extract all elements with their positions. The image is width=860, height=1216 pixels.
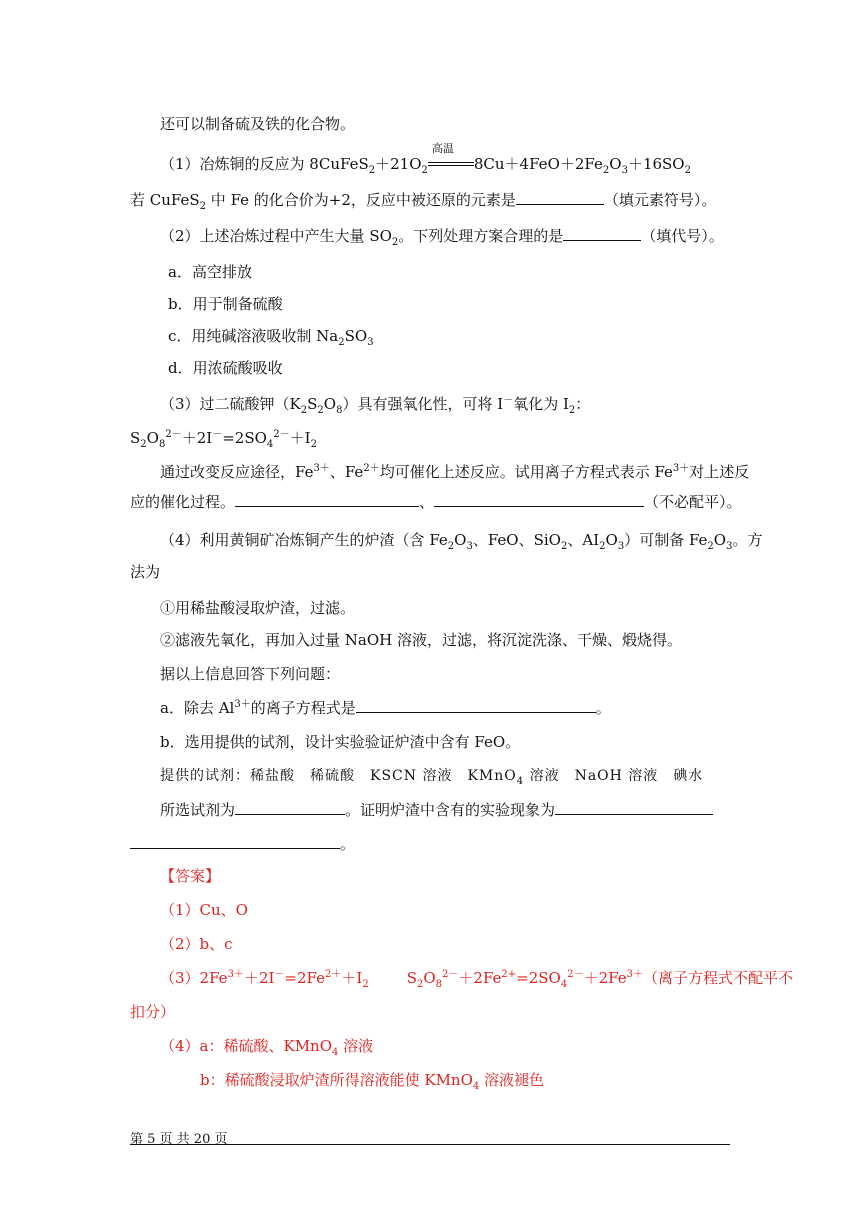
page-footer: 第 5 页 共 20 页	[130, 1132, 228, 1147]
answer-3: $(3)2Fe^{3+}+2I^-=2Fe^{2+}+I_2$ $S_2O_8^{2-}+2Fe^{2+}=2SO_4^{2-}+2Fe^{3+}$（离子方程式不配平不	[160, 969, 794, 990]
intro-line: 还可以制备硫及铁的化合物。	[160, 115, 356, 133]
q4-part-a: a．除去 $Al^{3+}$的离子方程式是 。	[160, 699, 611, 717]
q4-intro-cont: 法为	[130, 563, 161, 581]
answer-blank[interactable]	[235, 492, 419, 507]
q1-reaction: （1）冶炼铜的反应为 $8CuFeS_2+21O_2$ 高温 $8Cu+4FeO+2Fe_2O_3+16SO_2$	[160, 142, 691, 176]
answer-blank[interactable]	[563, 226, 641, 241]
option-c: c．用纯碱溶液吸收制 $Na_2SO_3$	[168, 327, 374, 348]
q2-question: （2）上述冶炼过程中产生大量 $SO_2$。下列处理方案合理的是 （填代号）。	[160, 227, 724, 248]
answer-heading: 【答案】	[160, 867, 221, 885]
option-d: d．用浓硫酸吸收	[168, 359, 283, 377]
answer-2: （2）b、c	[160, 935, 233, 953]
answer-blank[interactable]	[555, 800, 713, 815]
step-1: ①用稀盐酸浸取炉渣，过滤。	[160, 599, 356, 617]
footer-divider	[130, 1144, 730, 1145]
answer-1: （1）Cu、O	[160, 901, 248, 919]
reagent-list: 提供的试剂：稀盐酸 稀硫酸 KSCN 溶液 KMnO$_4$ 溶液 NaOH 溶液 碘水	[160, 768, 704, 787]
reaction-condition: 高温	[428, 154, 474, 174]
answer-blank[interactable]	[434, 492, 644, 507]
option-a: a．高空排放	[168, 263, 252, 281]
answer-blank[interactable]	[356, 698, 596, 713]
answer-blank[interactable]	[130, 834, 340, 849]
q3-catalysis-blanks: 应的催化过程。 、 （不必配平）。	[130, 493, 742, 511]
step-3: 据以上信息回答下列问题：	[160, 665, 341, 683]
q4-intro: （4）利用黄铜矿冶炼铜产生的炉渣（含 $Fe_2O_3$、FeO、SiO$_2$、$AI_2O_3$）可制备 $Fe_2O_3$。方	[160, 531, 763, 552]
q4-part-b: b．选用提供的试剂，设计实验验证炉渣中含有 FeO。	[160, 733, 521, 751]
answer-3-cont: 扣分）	[130, 1003, 176, 1021]
answer-4b: b：稀硫酸浸取炉渣所得溶液能使 KMnO$_4$ 溶液褪色	[200, 1071, 545, 1092]
q4-select-line: 所选试剂为 。证明炉渣中含有的实验现象为	[160, 800, 713, 820]
answer-4a: （4）a：稀硫酸、KMnO$_4$ 溶液	[160, 1037, 374, 1058]
q3-intro: （3）过二硫酸钾$(K_2S_2O_8)$具有强氧化性，可将 I－氧化为 $I_2$：	[160, 395, 591, 416]
q3-equation: $S_2O_8^{2-}+2I^-=2SO_4^{2-}+I_2$	[130, 429, 317, 450]
answer-blank[interactable]	[516, 190, 604, 205]
option-b: b．用于制备硫酸	[168, 295, 283, 313]
q3-catalysis: 通过改变反应途径，$Fe^{3+}$、$Fe^{2+}$均可催化上述反应。试用离子方程式表示 $Fe^{3+}$对上述反	[160, 463, 750, 481]
step-2: ②滤液先氧化，再加入过量 NaOH 溶液，过滤，将沉淀洗涤、干燥、煅烧得。	[160, 631, 682, 649]
q4-select-cont: 。	[130, 834, 355, 854]
answer-blank[interactable]	[235, 800, 345, 815]
q1-subquestion: 若 CuFeS$_2$ 中 Fe 的化合价为+2，反应中被还原的元素是 （填元素符号）。	[130, 191, 717, 212]
